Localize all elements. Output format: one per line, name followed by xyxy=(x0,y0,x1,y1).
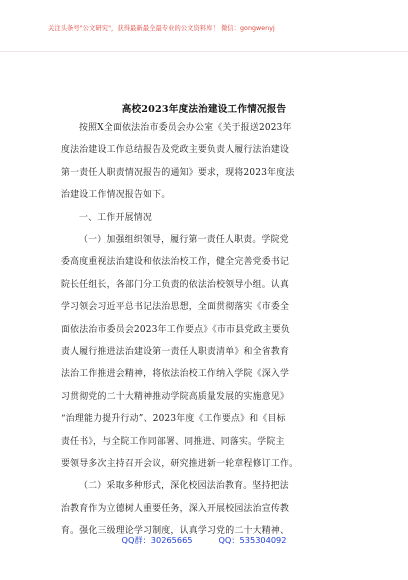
document-title: 高校2023年度法治建设工作情况报告 xyxy=(121,104,287,115)
text-line: 学习领会习近平总书记法治思想，全面贯彻落实《市委全 xyxy=(61,302,290,313)
text-line: 习贯彻党的二十大精神推动学院高质量发展的实施意见》 xyxy=(61,391,290,402)
qq-group-number: QQ群：30265665 xyxy=(121,535,193,545)
text-line: 委高度重视法治建设和依法治校工作，健全完善党委书记 xyxy=(61,257,290,268)
intro-paragraph xyxy=(61,117,351,207)
section-heading-text: 一、工作开展情况 xyxy=(79,212,152,223)
promo-header xyxy=(0,0,408,52)
text-line: “治理能力提升行动”、2023年度《工作要点》和《目标 xyxy=(61,414,286,425)
promo-text: 关注头条号"公文研究"，获得最新最全最专业的公文资料库！ 微信：gongwenyj xyxy=(48,25,275,32)
text-line: （一）加强组织领导，履行第一责任人职责。学院党 xyxy=(79,235,289,245)
text-line: 要领导多次主持召开会议，研究推进新一轮章程修订工作。 xyxy=(61,458,299,469)
item-2-paragraph xyxy=(61,475,351,542)
text-line: 育。强化三级理论学习制度，认真学习党的二十大精神、 xyxy=(61,526,290,537)
text-line: 治建设工作情况报告如下。 xyxy=(61,190,171,201)
text-line: 按照X全面依法治市委员会办公室《关于报送2023年 xyxy=(79,123,292,133)
text-line: 院长任组长，各部门分工负责的依法治校领导小组。认真 xyxy=(61,279,290,290)
text-line: 面依法治市委员会2023年工作要点》《市市县党政主要负 xyxy=(61,324,291,335)
text-line: 度法治建设工作总结报告及党政主要负责人履行法治建设 xyxy=(61,145,290,156)
text-line: （二）采取多种形式，深化校园法治教育。坚持把法 xyxy=(79,481,289,492)
text-line: 法治工作推进会精神，将依法治校工作纳入学院《深入学 xyxy=(61,369,290,380)
contact-footer xyxy=(0,535,408,546)
text-line: 责人履行推进法治建设第一责任人职责清单》和全省教育 xyxy=(61,346,290,357)
text-line: 责任书》，与全院工作同部署、同推进、同落实。学院主 xyxy=(61,436,285,447)
section-heading xyxy=(61,207,351,229)
item-1-paragraph xyxy=(61,229,351,475)
text-line: 治教育作为立德树人重要任务，深入开展校园法治宣传教 xyxy=(61,503,290,514)
text-line: 第一责任人职责情况报告的通知》要求，现将2023年度法 xyxy=(61,167,295,178)
qq-number: QQ：535304092 xyxy=(218,535,287,545)
